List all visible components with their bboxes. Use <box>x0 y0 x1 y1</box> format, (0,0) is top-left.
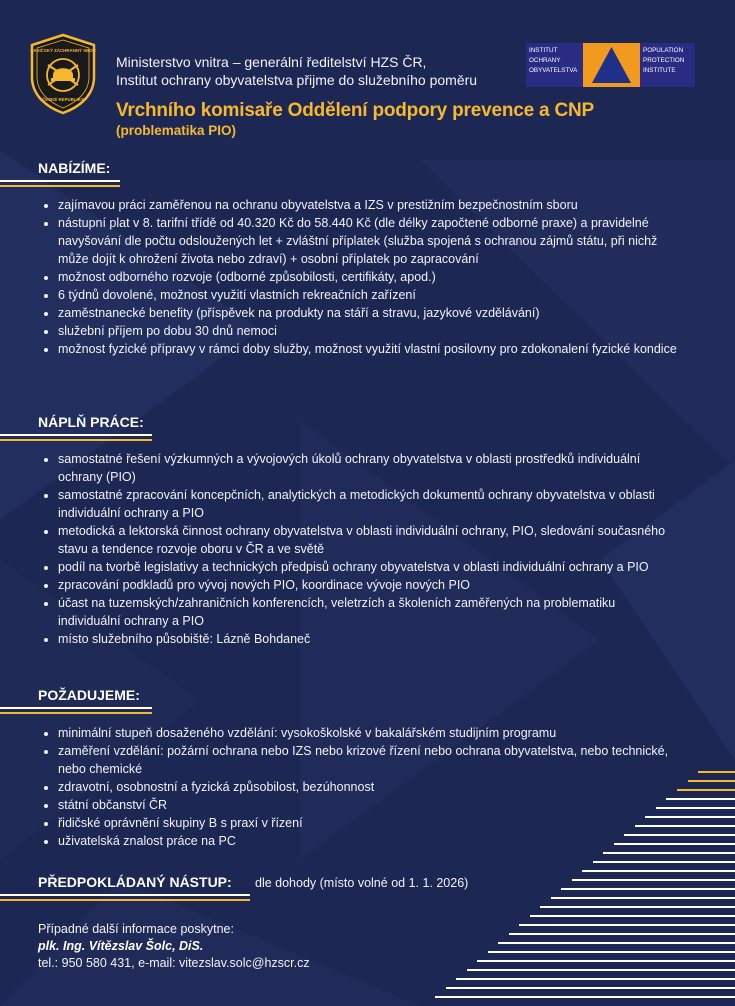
duties-heading-rule-yellow <box>0 439 152 441</box>
duties-item: • samostatné zpracování koncepčních, analytických a metodických dokumentů ochrany obyvatelstva v oblasti individuální ochrany a PIO <box>58 486 678 522</box>
duties-item: • zpracování podkladů pro vývoj nových PIO, koordinace vývoje nových PIO <box>58 576 678 594</box>
requirements-item: • minimální stupeň dosaženého vzdělání: vysokoškolské v bakalářském studijním programu <box>58 724 678 742</box>
organization-text <box>116 53 477 89</box>
requirements-item: • státní občanství ČR <box>58 796 678 814</box>
requirements-item: • zaměření vzdělání: požární ochrana nebo IZS nebo krizové řízení nebo ochrana obyvatelstva, nebo technické, nebo chemické <box>58 742 678 778</box>
start-value: dle dohody (místo volné od 1. 1. 2026) <box>255 876 469 890</box>
contact-name: plk. Ing. Vítězslav Šolc, DiS. <box>38 939 204 953</box>
requirements-heading: POŽADUJEME: <box>38 687 140 703</box>
requirements-heading-rule-white <box>0 707 152 709</box>
duties-item: • místo služebního působiště: Lázně Bohdaneč <box>58 630 678 648</box>
job-subtitle: (problematika PIO) <box>116 123 237 138</box>
offer-item: • zajímavou práci zaměřenou na ochranu obyvatelstva a IZS v prestižním bezpečnostním sboru <box>58 196 678 214</box>
duties-item: • metodická a lektorská činnost ochrany obyvatelstva v oblasti individuální ochrany, PIO, sledování současného stavu a tendence rozvoje oboru v ČR a ve světě <box>58 522 678 558</box>
contact-intro: Případné další informace poskytne: <box>38 922 234 936</box>
duties-heading: NÁPLŇ PRÁCE: <box>38 414 144 430</box>
duties-item: • účast na tuzemských/zahraničních konferencích, veletrzích a školeních zaměřených na problematiku individuální ochrany a PIO <box>58 594 678 630</box>
requirements-list <box>44 724 678 850</box>
offer-heading-rule-yellow <box>0 185 120 187</box>
duties-item: • samostatné řešení výzkumných a vývojových úkolů ochrany obyvatelstva v oblasti prostředků individuální ochrany (PIO) <box>58 450 678 486</box>
institute-en-text: POPULATION PROTECTION INSTITUTE <box>643 47 685 74</box>
offer-heading-rule-white <box>0 180 120 182</box>
duties-heading-rule-white <box>0 434 152 436</box>
org-line-2: Institut ochrany obyvatelstva přijme do služebního poměru <box>116 72 478 88</box>
duties-list <box>44 450 678 648</box>
contact-details: tel.: 950 580 431, e-mail: vitezslav.solc@hzscr.cz <box>38 956 310 970</box>
duties-item: • podíl na tvorbě legislativy a technických předpisů ochrany obyvatelstva v oblasti individuální ochrany a PIO <box>58 558 678 576</box>
requirements-heading-rule-yellow <box>0 712 152 714</box>
offer-item: • možnost fyzické přípravy v rámci doby služby, možnost využití vlastní posilovny pro zdokonalení fyzické kondice <box>58 340 678 358</box>
job-title: Vrchního komisaře Oddělení podpory prevence a CNP <box>116 100 595 121</box>
offer-list <box>44 196 678 358</box>
offer-item: • nástupní plat v 8. tarifní třídě od 40.320 Kč do 58.440 Kč (dle délky započtené odborné praxe) a pravidelné navyšování dle počtu odsloužených let + zvláštní příplatek (služba spojená s ochranou zájmů státu, při nichž může dojít k ohrožení života nebo zdraví) + osobní příplatek po zapracování <box>58 214 678 268</box>
emblem-text-top: HASIČSKÝ ZÁCHRANNÝ SBOR <box>30 48 96 53</box>
start-heading-rule-yellow <box>0 899 250 901</box>
offer-heading: NABÍZÍME: <box>38 160 111 176</box>
civil-defence-triangle-icon <box>583 43 640 87</box>
institute-cz-text: INSTITUT OCHRANY OBYVATELSTVA <box>529 47 578 74</box>
org-line-1: Ministerstvo vnitra – generální ředitelství HZS ČR, <box>116 54 427 70</box>
institute-logo <box>526 43 695 87</box>
emblem-text-bottom: ČESKÉ REPUBLIKY <box>42 97 84 102</box>
start-heading-rule-white <box>0 894 250 896</box>
offer-item: • možnost odborného rozvoje (odborné způsobilosti, certifikáty, apod.) <box>58 268 678 286</box>
requirements-item: • řidičské oprávnění skupiny B s praxí v řízení <box>58 814 678 832</box>
requirements-item: • zdravotní, osobnostní a fyzická způsobilost, bezúhonnost <box>58 778 678 796</box>
contact-block <box>38 921 310 972</box>
offer-item: • 6 týdnů dovolené, možnost využití vlastních rekreačních zařízení <box>58 286 678 304</box>
offer-item: • služební příjem po dobu 30 dnů nemoci <box>58 322 678 340</box>
start-heading: PŘEDPOKLÁDANÝ NÁSTUP: <box>38 874 232 890</box>
offer-item: • zaměstnanecké benefity (příspěvek na produkty na stáří a stravu, jazykové vzdělávání) <box>58 304 678 322</box>
requirements-item: • uživatelská znalost práce na PC <box>58 832 678 850</box>
hzs-emblem-icon <box>28 33 98 115</box>
